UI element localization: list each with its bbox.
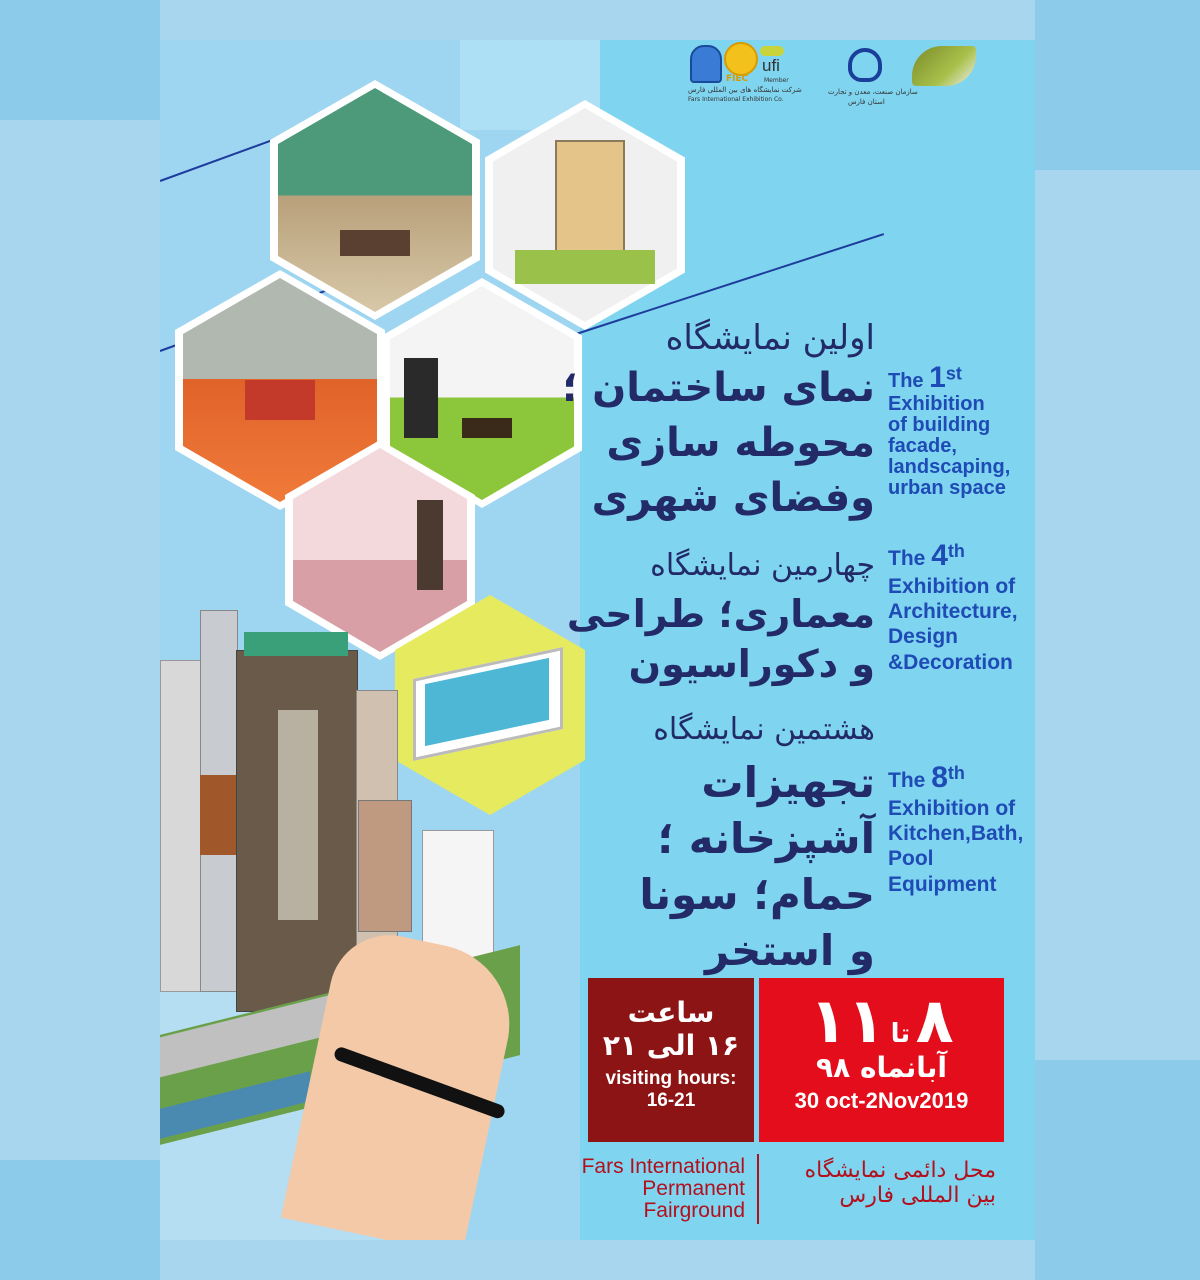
- exhibition-1-en-line5: urban space: [888, 476, 1006, 499]
- venue-fa-line1: محل دائمی نمایشگاه: [804, 1158, 996, 1183]
- exhibition-1-en-line4: landscaping,: [888, 455, 1011, 478]
- exhibition-2-en: [888, 538, 1018, 675]
- exhibition-1-name-fa-3: وفضای شهری: [591, 475, 875, 521]
- exhibition-3-en-line4: Equipment: [888, 872, 997, 896]
- exhibition-3-en-line3: Pool: [888, 847, 934, 871]
- exhibition-3-name-fa-2: آشپزخانه ؛: [657, 814, 875, 863]
- venue-fa-line2: بین المللی فارس: [839, 1183, 996, 1208]
- exhibition-3-name-fa-4: و استخر: [705, 926, 875, 975]
- exhibition-2-name-fa-1: معماری؛ طراحی: [566, 592, 875, 636]
- hours-en-label: visiting hours:: [605, 1068, 737, 1089]
- fiec-emblem-icon: [724, 42, 758, 76]
- venue-en-line1: Fars International: [581, 1155, 745, 1178]
- exhibition-3-ordinal: The 8th: [888, 761, 965, 794]
- background-block: [1035, 0, 1200, 170]
- exhibition-3-name-fa-3: حمام؛ سونا: [639, 870, 875, 919]
- venue-divider: [757, 1154, 759, 1224]
- venue-en-line2: Permanent: [642, 1177, 745, 1201]
- sponsor-logos: [680, 40, 1000, 120]
- bird-logo-icon: [912, 46, 976, 86]
- exhibition-1-name-fa-2: محوطه سازی: [606, 420, 875, 466]
- exhibition-3-name-fa-1: تجهیزات: [701, 758, 875, 807]
- date-box: [759, 978, 1004, 1142]
- exhibition-1-title-fa: اولین نمایشگاه: [665, 318, 875, 358]
- exhibition-1-en: [888, 362, 1010, 499]
- exhibition-1-en-line2: of building: [888, 413, 991, 436]
- date-range-fa: [759, 984, 1004, 1057]
- ufi-sub: Member: [764, 77, 789, 84]
- exhibition-2-en-line3: Design: [888, 625, 959, 649]
- exhibition-1-en-line3: facade,: [888, 434, 957, 457]
- exhibition-2-name-fa-2: و دکوراسیون: [628, 642, 875, 686]
- hours-en-range: 16-21: [646, 1090, 696, 1111]
- poster: [160, 40, 1035, 1240]
- ufi-logo-icon: [760, 46, 784, 56]
- exhibition-1-en-line1: Exhibition: [888, 392, 985, 415]
- org-caption-1: سازمان صنعت، معدن و تجارت: [828, 88, 918, 96]
- background-block: [0, 0, 160, 120]
- company-caption-en: Fars International Exhibition Co.: [688, 96, 784, 103]
- venue-fa: [760, 1158, 996, 1208]
- date-month-fa: آبانماه ۹۸: [816, 1051, 947, 1084]
- hours-title-fa: ساعت: [627, 996, 715, 1029]
- ufi-text: ufi: [762, 56, 780, 75]
- date-to: ۱۱: [809, 984, 886, 1057]
- exhibition-3-en-line1: Exhibition of: [888, 797, 1016, 820]
- background-block: [0, 1160, 160, 1280]
- fiec-text: FIEC: [726, 74, 749, 84]
- exhibition-1-ordinal: The 1st: [888, 361, 962, 394]
- company-caption-fa: شرکت نمایشگاه های بین المللی فارس: [688, 86, 802, 94]
- date-from: ۸: [915, 984, 954, 1057]
- exhibition-2-title-fa: چهارمین نمایشگاه: [650, 548, 875, 583]
- venue-en-line3: Fairground: [643, 1199, 745, 1223]
- visiting-hours-box: [588, 978, 754, 1142]
- exhibition-3-title-fa: هشتمین نمایشگاه: [653, 712, 875, 747]
- background-block: [1035, 1060, 1200, 1280]
- exhibition-2-en-line4: &Decoration: [888, 650, 1013, 674]
- org-caption-2: استان فارس: [848, 98, 885, 106]
- exhibition-2-en-line2: Architecture,: [888, 600, 1018, 624]
- hours-range-fa: ۱۶ الی ۲۱: [602, 1029, 740, 1062]
- date-en: 30 oct-2Nov2019: [794, 1088, 969, 1113]
- exhibition-3-en-line2: Kitchen,Bath,: [888, 822, 1024, 846]
- iran-emblem-icon: [848, 48, 882, 82]
- exhibition-3-en: [888, 760, 1023, 897]
- globe-badge-icon: [690, 45, 722, 83]
- exhibition-1-name-fa-1: نمای ساختمان ؛: [562, 365, 875, 411]
- exhibition-2-ordinal: The 4th: [888, 539, 965, 572]
- date-to-word: تا: [890, 1019, 911, 1049]
- venue-en: [555, 1156, 745, 1222]
- exhibition-2-en-line1: Exhibition of: [888, 575, 1016, 598]
